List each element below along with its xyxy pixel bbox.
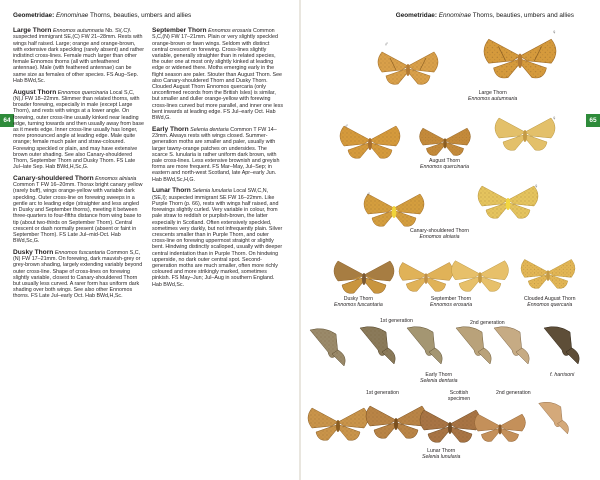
label-f-harrisoni: f. harrisoni	[550, 372, 575, 378]
moth-lunar-thorn-gen2-2	[539, 402, 569, 434]
family: Geometridae:	[13, 12, 55, 19]
moth-early-thorn-4	[456, 327, 491, 364]
species-body: Common T FW 16–20mm. Thorax bright canary yellow (rarely buff), wings orange-yellow with variable dark speckling. Outer cross-line on forewing sweeps in a gentle arc to leading edge (straighter and less angled in Dusky and September thorns), meeting it between three-quarters to four-fifths distance from wing base to tip (about two-thirds on September Thorn). Central crescent or dash normally present (absent or faint in September Thorn). FS Late Jul–mid-Oct. Hab BWd,Sc,G.	[13, 182, 143, 245]
text-column-2	[152, 27, 283, 292]
subfamily: Ennominae	[55, 12, 89, 19]
species-name: Lunar Thorn	[152, 187, 191, 195]
right-page	[300, 0, 600, 480]
moth-early-thorn-harrisoni	[544, 327, 579, 364]
caption-sci: Ennomos erosaria	[430, 302, 473, 308]
moth-large-thorn-male	[378, 52, 438, 84]
text-column-1	[13, 27, 144, 304]
moth-dusky-thorn	[334, 261, 394, 293]
label-scottish: Scottish specimen	[447, 390, 471, 402]
species-entry	[13, 89, 144, 171]
moth-early-thorn-2	[360, 327, 395, 364]
family: Geometridae:	[395, 12, 437, 19]
species-entry	[152, 187, 283, 287]
moth-plates	[300, 0, 600, 480]
caption-name: September Thorn	[430, 296, 472, 302]
moth-lunar-thorn-2	[366, 406, 426, 438]
species-entry	[13, 175, 144, 244]
species-name: Canary-shouldered Thorn	[13, 174, 94, 182]
label-lunar-gen1: 1st generation	[366, 390, 399, 396]
species-entry	[152, 27, 283, 121]
species-body: Common S,C,(N) FW 17–21mm. On forewing, dark mauvish-grey or grey-brown shading, largely extending variably beyond outer cross-line. Shape of cross-lines on forewing slightly variable, closest to Canary-shouldered Thorn but usually less curved. A rarer form has uniform dark shading over both wings. See also other Ennomos thorns. FS Late Jul–early Oct. Hab BWd,H,Sc.	[13, 249, 143, 300]
caption-name: Dusky Thorn	[343, 296, 374, 302]
moth-lunar-thorn-scottish	[420, 410, 480, 442]
running-head	[13, 12, 191, 19]
caption-lunar-thorn	[422, 448, 460, 460]
caption-name: August Thorn	[428, 158, 461, 164]
caption-name: Clouded August Thorn	[524, 296, 576, 302]
species-body: Common T FW 14–23mm. Always rests with wings closed. Summer-generation moths are smaller and paler, usually with larger tawny-orange patches on undersides. The scarce S. lunularia is rather uniform dark brown, with pale cross-lines. Less extensive brownish and greyish forms are more frequent. FS Mar–May, Jul–Sep; in eastern and north-west Scotland, late Apr–early Jun. Hab BWd,Sc,H,G.	[152, 126, 280, 183]
species-sci: Ennomos autumnaria	[52, 28, 104, 34]
moth-august-thorn-male	[340, 126, 400, 158]
species-sci: Ennomos erosaria	[208, 28, 252, 34]
caption-sci: Ennomos fuscantaria	[334, 302, 383, 308]
male-symbol: ♂	[384, 42, 389, 48]
caption-sci: Ennomos autumnaria	[468, 96, 518, 102]
caption-name: Lunar Thorn	[427, 448, 456, 454]
species-name: Early Thorn	[152, 125, 189, 133]
caption-sci: Ennomos quercaria	[527, 302, 573, 308]
caption-august-thorn	[420, 158, 469, 170]
species-body: Local S,C,(N),I FW 18–22mm. Slimmer than related thorns, with broader forewing, especially in male (except Large Thorn), and rests with wings at a lower angle. On forewing, outer cross-line usually kinked near leading edge, turning towards and then usually away from base as it meets edge. Inner cross-line usually has longer, more pronounced angle at leading edge. Male quite orange; female much paler and straw-coloured. Forewing speckled or plain, and may have extensive brown outer shading. See also Canary-shouldered Thorn, September Thorn and Dusky Thorn. FS Late Jul–late Sep. Hab BWd,H,Sc,G.	[13, 89, 145, 171]
male-symbol: ♂	[366, 192, 371, 198]
species-name: September Thorn	[152, 27, 207, 34]
caption-sci: Selenia dentaria	[420, 378, 458, 384]
caption-name: Early Thorn	[425, 372, 453, 378]
caption-dusky-thorn	[334, 296, 383, 308]
species-body: Nb. S\(.C)\ suspected immigrant SE,(C) FW 21–28mm. Rests with wings half raised. Large; orange and orange-brown, with extensive dark speckling (rarely absent) and rather indistinct cross-lines. Female much larger than other female Ennomos thorns (all with unfeathered antennae). Male (with feathered antennae) can be same size as females of other species. FS Aug–Sep. Hab BWd,Sc.	[13, 28, 144, 84]
species-sci: Ennomos alniaria	[95, 175, 137, 182]
caption-sci: Ennomos alniaria	[419, 234, 460, 240]
caption-sci: Selenia lunularia	[422, 454, 461, 460]
female-symbol: ♀	[552, 116, 557, 122]
subfamily: Ennominae	[438, 12, 472, 19]
species-entry	[13, 27, 144, 84]
running-head-rest: Thorns, beauties, umbers and allies	[472, 12, 574, 19]
caption-name: Canary-shouldered Thorn	[410, 228, 470, 234]
label-early-gen1: 1st generation	[380, 318, 413, 324]
moth-august-thorn-female	[495, 118, 555, 150]
species-body: Local SW,C,N,(SE,I); suspected immigrant SE FW 16–22mm. Like Purple Thorn (p. 66), rests with wings half raised, and forewings slightly curled. Very variable in colour, from pale straw to reddish or purplish-brown, the latter especially in Scotland. Often extensively speckled, sometimes very darkly, but not infrequently plain. Silver crescents smaller than in Purple Thorn, and outer cross-line on forewing uppermost straight or slightly bent. Hindwing distinctly scalloped, usually with deeper central indentation than in Purple Thorn. On hindwing upperside, no dark outer central spot. Second-generation moths are much smaller, often more richly coloured and more strikingly marked, sometimes pinkish. FS May–Jun; Jul–Aug in southern England. Hab BWd,Sc.	[152, 188, 283, 288]
moth-large-thorn-female	[484, 39, 556, 78]
moth-september-thorn-right	[452, 261, 509, 292]
female-symbol: ♀	[534, 184, 539, 190]
moth-lunar-thorn-1	[308, 408, 368, 440]
species-sci: Selenia lunularia	[192, 188, 232, 195]
moth-early-thorn-5	[494, 327, 529, 364]
female-symbol: ♀	[552, 30, 557, 36]
species-entry	[13, 249, 144, 300]
species-sci: Ennomos fuscantaria	[54, 249, 106, 256]
male-symbol: ♂	[344, 124, 349, 130]
caption-large-thorn	[468, 90, 517, 102]
moth-august-thorn-dark	[420, 128, 471, 155]
moth-early-thorn-3	[407, 327, 442, 364]
species-sci: Selenia dentaria	[190, 126, 229, 133]
caption-early-thorn	[420, 372, 458, 384]
species-name: Dusky Thorn	[13, 248, 54, 256]
moth-september-thorn-left	[399, 262, 453, 291]
caption-canary-thorn	[410, 228, 469, 240]
moth-clouded-august-thorn	[521, 259, 575, 288]
page-number-tab: 64	[0, 114, 14, 127]
label-lunar-gen2: 2nd generation	[496, 390, 531, 396]
moth-canary-shouldered-thorn-female	[478, 186, 538, 218]
running-head-rest: Thorns, beauties, umbers and allies	[90, 12, 192, 19]
species-name: Large Thorn	[13, 27, 52, 34]
species-body: Common S,C,(N) FW 17–21mm. Plain or very slightly speckled orange-brown or fawn wings. Seldom with distinct central crescent on forewing. Cross-lines slightly variable, generally straighter than in related species, the outer one at most only slightly kinked at leading edge or widened there. Moths emerging early in the flight season are paler. Stouter than August Thorn. See also Canary-shouldered Thorn and Dusky Thorn. Clouded August Thorn Ennomos quercaria (only unconfirmed records from the British Isles) is similar, but smaller and duller orange-yellow with forewing cross-lines curved but more parallel, and inner one less bent inwards at leading edge. FS Jul–early Oct. Hab BWd,G.	[152, 28, 283, 122]
moth-canary-shouldered-thorn-male	[364, 194, 424, 226]
caption-clouded-august-thorn	[524, 296, 576, 308]
page-number-tab: 65	[586, 114, 600, 127]
caption-name: Large Thorn	[478, 90, 507, 96]
moth-early-thorn-1	[310, 329, 345, 366]
species-sci: Ennomos quercinaria	[57, 89, 109, 96]
caption-september-thorn	[430, 296, 472, 308]
label-early-gen2: 2nd generation	[470, 320, 505, 326]
moth-lunar-thorn-gen2-1	[475, 414, 526, 441]
caption-sci: Ennomos quercinaria	[420, 164, 470, 170]
species-entry	[152, 126, 283, 183]
species-name: August Thorn	[13, 88, 57, 96]
